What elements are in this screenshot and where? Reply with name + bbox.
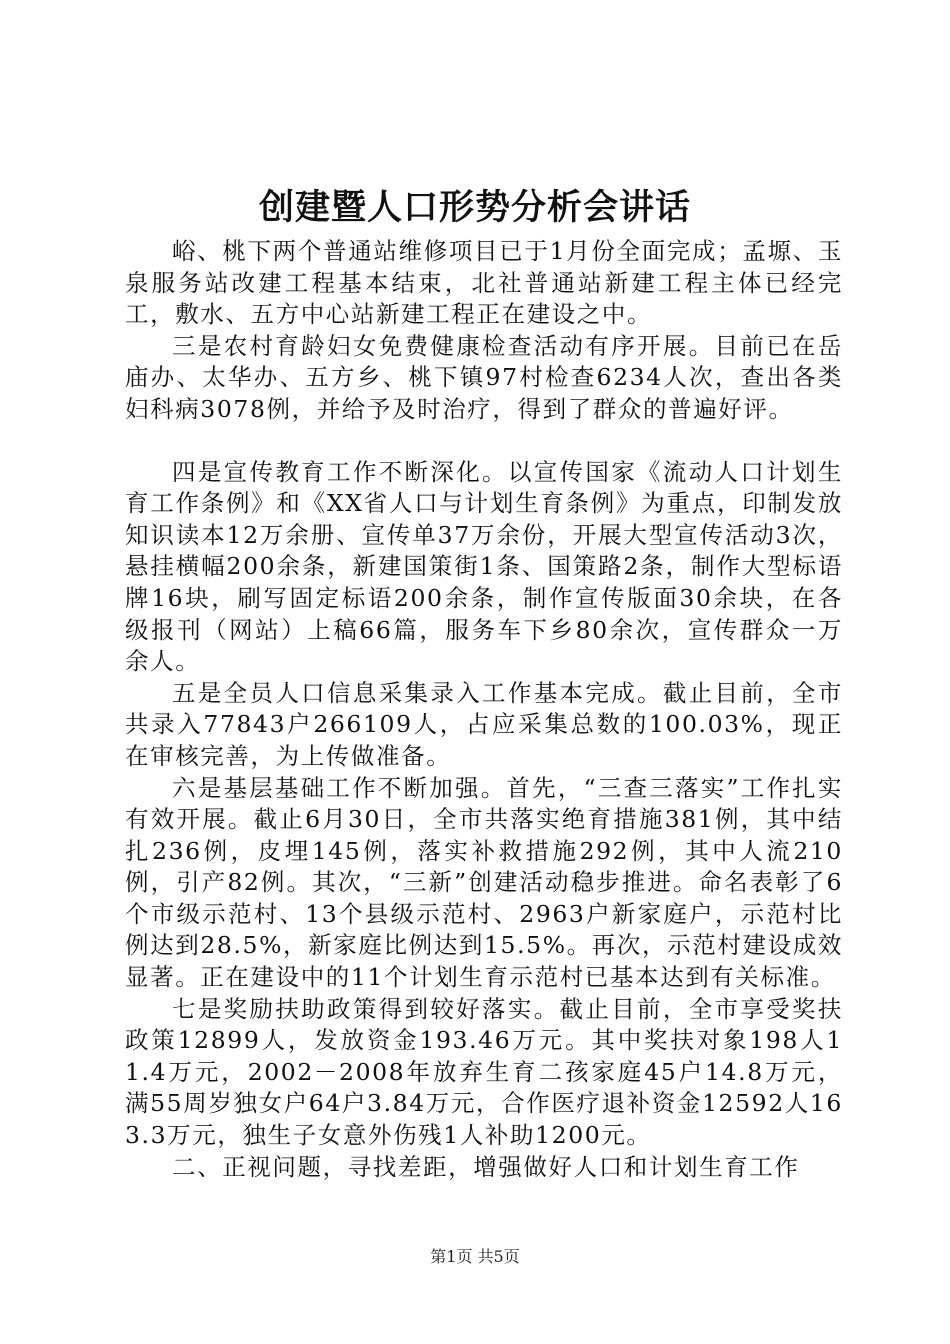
document-body <box>125 236 843 1183</box>
document-title: 创建暨人口形势分析会讲话 <box>258 187 691 228</box>
paragraph-3: 四是宣传教育工作不断深化。以宣传国家《流动人口计划生育工作条例》和《XX省人口与计划生育条例》为重点，印制发放知识读本12万余册、宣传单37万余份，开展大型宣传活动3次，悬挂横幅200余条，新建国策街1条、国策路2条，制作大型标语牌16块，刷写固定标语200余条，制作宣传版面30余块，在各级报刊（网站）上稿66篇，服务车下乡80余次，宣传群众一万余人。 <box>125 457 843 676</box>
paragraph-6: 七是奖励扶助政策得到较好落实。截止目前，全市享受奖扶政策12899人，发放资金193.46万元。其中奖扶对象198人11.4万元，2002－2008年放弃生育二孩家庭45户14.8万元，满55周岁独女户64户3.84万元，合作医疗退补资金12592人163.3万元，独生子女意外伤残1人补助1200元。 <box>125 994 843 1150</box>
paragraph-4: 五是全员人口信息采集录入工作基本完成。截止目前，全市共录入77843户266109人，占应采集总数的100.03%，现正在审核完善，为上传做准备。 <box>125 678 843 770</box>
paragraph-7: 二、正视问题，寻找差距，增强做好人口和计划生育工作 <box>172 1152 800 1181</box>
paragraph-5: 六是基层基础工作不断加强。首先，“三查三落实”工作扎实有效开展。截止6月30日，全市共落实绝育措施381例，其中结扎236例，皮埋145例，落实补救措施292例，其中人流210例，引产82例。其次，“三新”创建活动稳步推进。命名表彰了6个市级示范村、13个县级示范村、2963户新家庭户，示范村比例达到28.5%，新家庭比例达到15.5%。再次，示范村建设成效显著。正在建设中的11个计划生育示范村已基本达到有关标准。 <box>125 773 843 992</box>
page-number-footer: 第1页 共5页 <box>430 1247 520 1266</box>
paragraph-2: 三是农村育龄妇女免费健康检查活动有序开展。目前已在岳庙办、太华办、五方乡、桃下镇97村检查6234人次，查出各类妇科病3078例，并给予及时治疗，得到了群众的普遍好评。 <box>125 331 843 423</box>
paragraph-1: 峪、桃下两个普通站维修项目已于1月份全面完成；孟塬、玉泉服务站改建工程基本结束，北社普通站新建工程主体已经完工，敷水、五方中心站新建工程正在建设之中。 <box>125 237 843 329</box>
